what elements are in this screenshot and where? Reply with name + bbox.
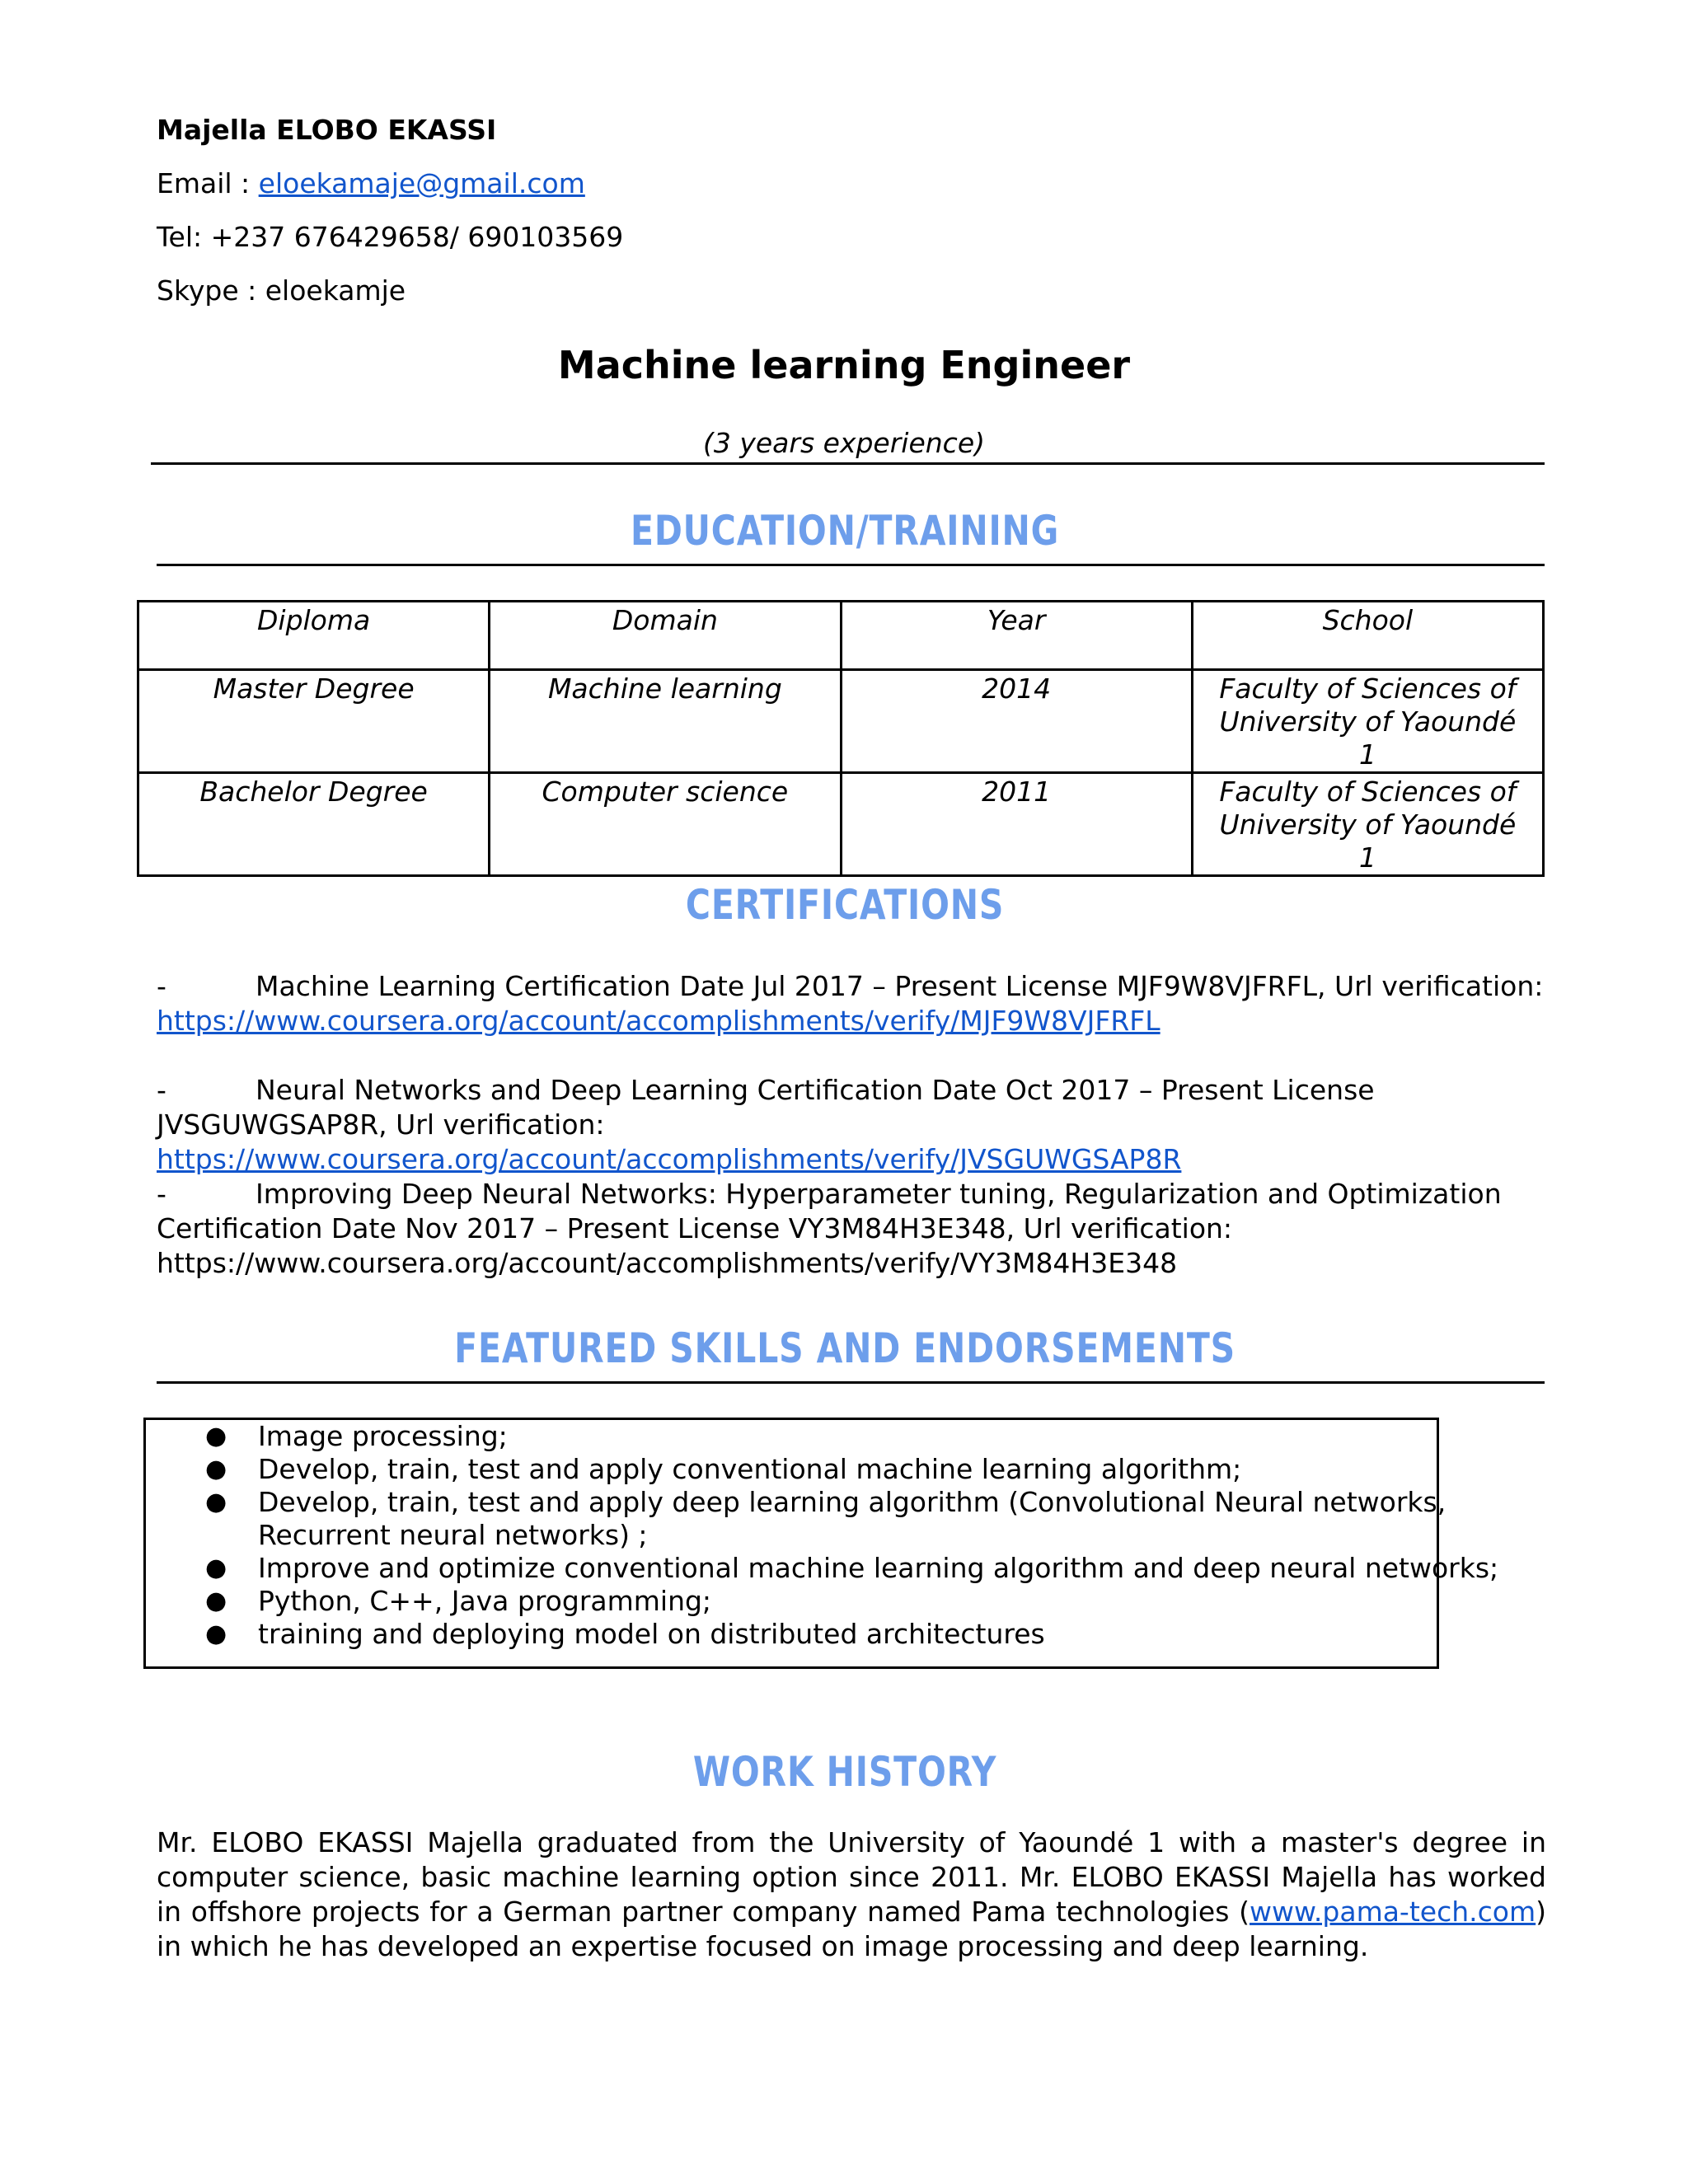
job-title: Machine learning Engineer bbox=[557, 343, 1131, 387]
table-cell: Master Degree bbox=[138, 670, 490, 773]
skills-heading: FEATURED SKILLS AND ENDORSEMENTS bbox=[454, 1324, 1236, 1372]
bullet-icon: ● bbox=[205, 1488, 227, 1516]
work-history-paragraph bbox=[157, 1825, 1546, 1964]
title-divider bbox=[151, 462, 1545, 465]
skills-divider bbox=[157, 1381, 1545, 1384]
dash-marker: - bbox=[157, 1074, 166, 1106]
skill-text: Image processing; bbox=[258, 1420, 508, 1452]
list-item bbox=[146, 1420, 1498, 1453]
skill-text: Recurrent neural networks) ; bbox=[258, 1519, 648, 1551]
experience-subtitle: (3 years experience) bbox=[702, 427, 986, 459]
certifications-heading: CERTIFICATIONS bbox=[685, 881, 1005, 929]
education-divider bbox=[157, 564, 1545, 566]
education-table bbox=[137, 600, 1545, 877]
email-label: Email : bbox=[157, 167, 259, 199]
column-header: Diploma bbox=[138, 602, 490, 670]
bullet-icon: ● bbox=[205, 1619, 227, 1648]
phone-line: Tel: +237 676429658/ 690103569 bbox=[157, 221, 624, 253]
candidate-name: Majella ELOBO EKASSI bbox=[157, 114, 497, 146]
table-cell: Machine learning bbox=[490, 670, 841, 773]
table-cell: Bachelor Degree bbox=[138, 773, 490, 876]
certification-text: Improving Deep Neural Networks: Hyperparameter tuning, Regularization and Optimization Certification Date Nov 2017 – Present License VY3M84H3E348, Url verification: https://www.coursera.org/account/accomplishments/verify/VY3M84H3E348 bbox=[157, 1178, 1502, 1279]
list-item bbox=[146, 1585, 1498, 1618]
work-text: Mr. ELOBO EKASSI Majella graduated from the University of Yaoundé 1 with a master's degree in computer science, basic machine learning option since 2011. Mr. ELOBO EKASSI Majella has worked in offshore projects for a German partner company named Pama technologies ( bbox=[157, 1826, 1546, 1928]
verification-link[interactable]: https://www.coursera.org/account/accomplishments/verify/MJF9W8VJFRFL bbox=[157, 1005, 1160, 1037]
table-cell: Faculty of Sciences of University of Yaoundé 1 bbox=[1192, 670, 1543, 773]
company-website-link[interactable]: www.pama-tech.com bbox=[1249, 1896, 1536, 1928]
certification-item bbox=[157, 969, 1550, 1038]
column-header: School bbox=[1192, 602, 1543, 670]
table-row bbox=[138, 773, 1544, 876]
email-link[interactable]: eloekamaje@gmail.com bbox=[258, 167, 585, 199]
column-header: Domain bbox=[490, 602, 841, 670]
list-item bbox=[146, 1486, 1498, 1519]
work-history-heading: WORK HISTORY bbox=[692, 1748, 997, 1796]
bullet-icon: ● bbox=[205, 1422, 227, 1451]
skill-text: Develop, train, test and apply deep learning algorithm (Convolutional Neural networks, bbox=[258, 1486, 1447, 1518]
list-item bbox=[146, 1618, 1498, 1651]
email-line bbox=[157, 167, 585, 200]
verification-link[interactable]: https://www.coursera.org/account/accomplishments/verify/JVSGUWGSAP8R bbox=[157, 1143, 1182, 1175]
skill-text: Python, C++, Java programming; bbox=[258, 1585, 712, 1617]
table-cell: 2014 bbox=[841, 670, 1192, 773]
list-item bbox=[146, 1552, 1498, 1585]
skills-box bbox=[143, 1418, 1499, 1669]
bullet-icon: ● bbox=[205, 1586, 227, 1615]
column-header: Year bbox=[841, 602, 1192, 670]
list-item bbox=[146, 1453, 1498, 1486]
table-row bbox=[138, 670, 1544, 773]
certification-text: Neural Networks and Deep Learning Certification Date Oct 2017 – Present License JVSGUWGSAP8R, Url verification: bbox=[157, 1074, 1375, 1141]
skill-text: training and deploying model on distributed architectures bbox=[258, 1618, 1045, 1650]
table-header-row bbox=[138, 602, 1544, 670]
bullet-icon: ● bbox=[205, 1455, 227, 1483]
skill-text: Develop, train, test and apply conventional machine learning algorithm; bbox=[258, 1453, 1242, 1485]
work-text: ) in which he has developed an expertise focused on image processing and deep learning. bbox=[157, 1896, 1546, 1962]
certification-item bbox=[157, 1177, 1550, 1281]
skill-text: Improve and optimize conventional machine learning algorithm and deep neural networks; bbox=[258, 1552, 1499, 1584]
bullet-icon: ● bbox=[205, 1554, 227, 1582]
skype-line: Skype : eloekamje bbox=[157, 274, 406, 307]
table-cell: 2011 bbox=[841, 773, 1192, 876]
dash-marker: - bbox=[157, 970, 166, 1002]
dash-marker: - bbox=[157, 1178, 166, 1210]
table-cell: Computer science bbox=[490, 773, 841, 876]
certification-text: Machine Learning Certification Date Jul 2017 – Present License MJF9W8VJFRFL, Url verification: bbox=[256, 970, 1544, 1002]
certification-item bbox=[157, 1073, 1550, 1177]
skills-list bbox=[146, 1420, 1498, 1651]
list-item-continuation bbox=[146, 1519, 1498, 1552]
table-cell: Faculty of Sciences of University of Yaoundé 1 bbox=[1192, 773, 1543, 876]
education-heading: EDUCATION/TRAINING bbox=[630, 507, 1060, 555]
